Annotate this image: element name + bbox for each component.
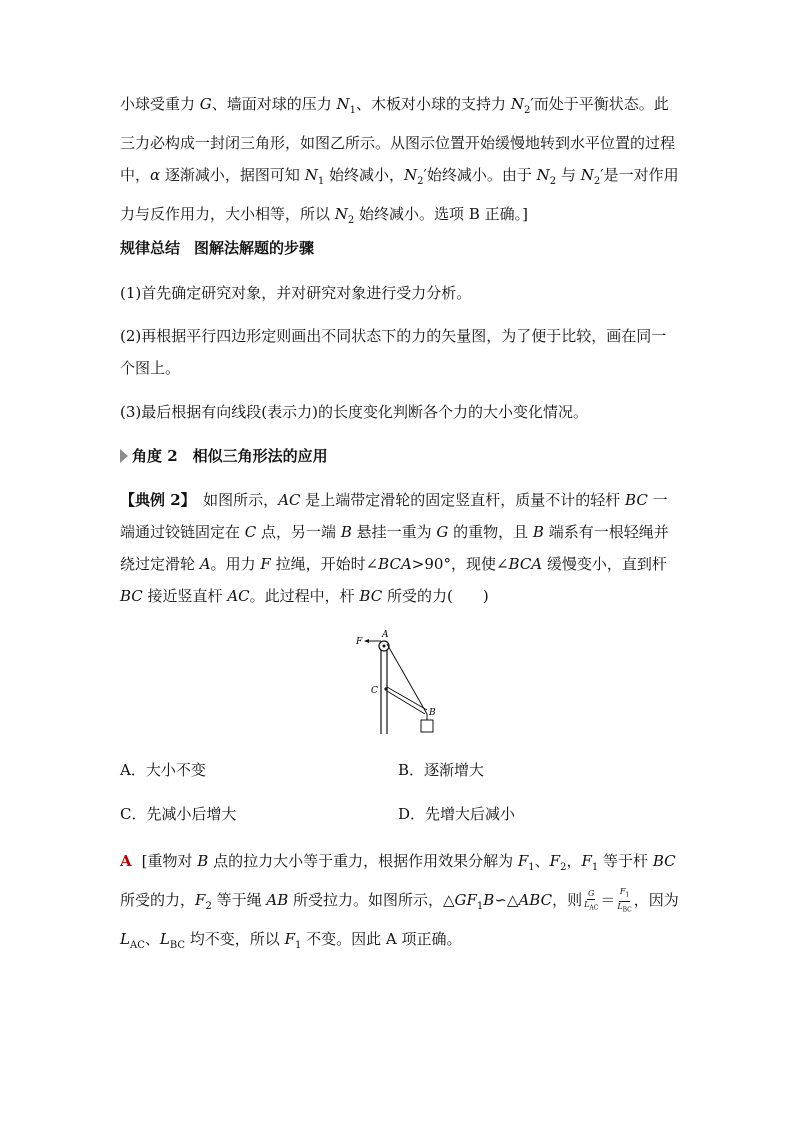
rule-step-3: (3)最后根据有向线段(表示力)的长度变化判断各个力的大小变化情况。 xyxy=(120,403,588,421)
option-a: A．大小不变 xyxy=(120,761,206,779)
label-b: B xyxy=(429,708,436,718)
angle-section-heading: 角度 2 相似三角形法的应用 xyxy=(120,440,680,472)
rule-summary-label: 规律总结 xyxy=(120,239,181,257)
section-marker-icon xyxy=(120,449,128,463)
answer-letter: A xyxy=(120,852,132,870)
force-f-arrow-icon xyxy=(364,639,369,643)
option-c: C．先减小后增大 xyxy=(120,805,237,823)
rod-bc-line-2 xyxy=(387,691,425,714)
pulley-rod-diagram xyxy=(350,628,450,738)
fraction-f1-over-lbc: $\frac{F_1}{L_{BC}}$ xyxy=(617,886,632,914)
rule-step-1: (1)首先确定研究对象，并对研究对象进行受力分析。 xyxy=(120,284,472,302)
hinge-c-icon xyxy=(384,687,387,690)
pulley-axle xyxy=(383,645,386,648)
answer-paragraph: A [重物对 B 点的拉力大小等于重力，根据作用效果分解为 $F_1$、$F_2$，$F_1$ 等于杆 BC 所受的力，$F_2$ 等于绳 AB 所受拉力。如图所示，$\triangle GF_1B∽\triangle ABC$，则 $\frac{G}{L_{AC}}$ ＝ $\frac{F_1}{L_{BC}}$ ，因为 $L_{AC}$、$L_{BC}$ 均不变，所以 $F_1$ 不变。因此 A 项正确。 xyxy=(120,852,679,951)
example-tag: 【典例 2】 xyxy=(120,491,189,509)
rule-step-2: (2)再根据平行四边形定则画出不同状态下的力的矢量图，为了便于比较，画在同一个图上。 xyxy=(120,327,667,377)
weight-block-icon xyxy=(421,720,433,732)
fraction-g-over-lac: $\frac{G}{L_{AC}}$ xyxy=(584,888,599,912)
example-paragraph: 【典例 2】 如图所示，AC 是上端带定滑轮的固定竖直杆，质量不计的轻杆 BC 一端通过铰链固定在 C 点，另一端 B 悬挂一重为 G 的重物，且 B 端系有一根轻绳并绕过定滑轮 A。用力 F 拉绳，开始时∠BCA>90°，现使∠BCA 缓慢变小，直到杆 BC 接近竖直杆 AC。此过程中，杆 BC 所受的力( ) xyxy=(120,491,669,605)
pulley-rod-figure xyxy=(350,628,450,738)
rule-summary-heading xyxy=(120,232,680,264)
lead-paragraph: 小球受重力 G、墙面对球的压力 $N_1$、木板对小球的支持力 $N_2'$而处于平衡状态。此三力必构成一封闭三角形，如图乙所示。从图示位置开始缓慢地转到水平位置的过程中，α 逐渐减小，据图可知 $N_1$ 始终减小，$N_2'$始终减小。由于 $N_2$ 与 $N_2'$是一对作用力与反作用力，大小相等，所以 $N_2$ 始终减小。选项 B 正确。] xyxy=(120,95,679,226)
option-d: D．先增大后减小 xyxy=(398,805,516,823)
option-b: B．逐渐增大 xyxy=(398,761,485,779)
label-f: F xyxy=(356,637,363,647)
rod-bc-line xyxy=(387,687,427,710)
rule-summary-title: 图解法解题的步骤 xyxy=(194,239,315,257)
label-a: A xyxy=(382,630,389,640)
label-c: C xyxy=(371,686,378,696)
